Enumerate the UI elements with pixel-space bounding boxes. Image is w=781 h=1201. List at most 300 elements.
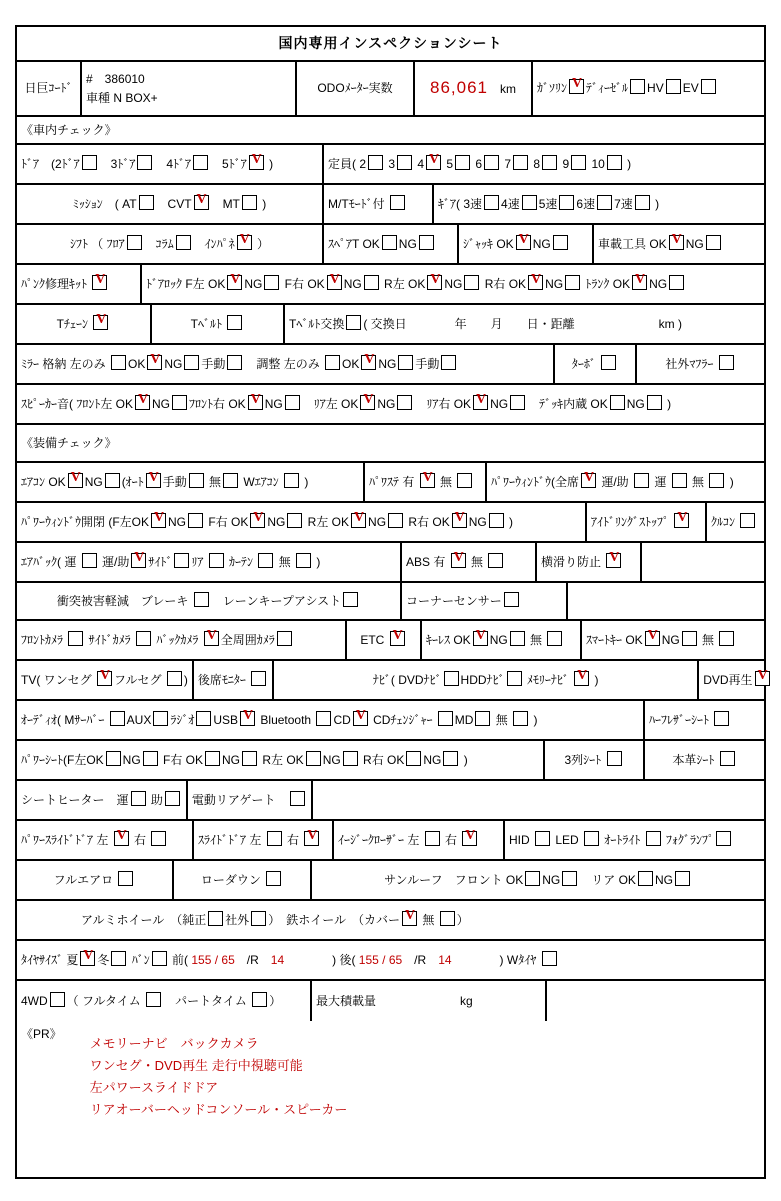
checkbox-unchecked[interactable]	[510, 395, 525, 410]
checkbox-unchecked[interactable]	[346, 315, 361, 330]
lowdown-cell	[174, 861, 312, 899]
checkbox-checked[interactable]	[632, 271, 647, 290]
checkbox-unchecked[interactable]	[634, 473, 649, 488]
label: 運/助	[98, 554, 130, 569]
cell-content	[665, 355, 735, 374]
cell-content	[438, 195, 659, 214]
cell-content	[21, 751, 468, 770]
checkbox-checked[interactable]	[80, 947, 95, 966]
checkbox-checked[interactable]	[68, 469, 83, 488]
label: MT	[210, 196, 240, 211]
cell-content	[54, 871, 136, 890]
pr-section	[17, 1021, 764, 1177]
checkbox-unchecked[interactable]	[209, 553, 224, 568]
check-icon: V	[476, 391, 487, 407]
checkbox-unchecked[interactable]	[242, 195, 257, 210]
label: R右 OK	[359, 752, 405, 767]
checkbox-checked[interactable]	[248, 391, 263, 410]
label: 右	[441, 832, 461, 847]
stock-number: # 386010	[86, 71, 145, 86]
checkbox-unchecked[interactable]	[646, 831, 661, 846]
odometer-value: 86,061	[430, 78, 488, 98]
power-window-cell	[487, 463, 764, 501]
checkbox-unchecked[interactable]	[444, 671, 459, 686]
label: ﾀｲﾔｻｲｽﾞ 夏	[21, 952, 79, 967]
checkbox-checked[interactable]	[353, 707, 368, 726]
checkbox-checked[interactable]	[473, 627, 488, 646]
pr-label: 《PR》	[21, 1027, 62, 1041]
checkbox-unchecked[interactable]	[672, 473, 687, 488]
checkbox-unchecked[interactable]	[165, 791, 180, 806]
powerseat-cell	[17, 741, 545, 779]
checkbox-checked[interactable]	[645, 627, 660, 646]
checkbox-checked[interactable]	[574, 667, 589, 686]
easy-closer-cell	[334, 821, 505, 859]
checkbox-checked[interactable]	[194, 191, 209, 210]
label: ﾌｫｸﾞﾗﾝﾌﾟ	[662, 832, 715, 847]
checkbox-checked[interactable]	[135, 391, 150, 410]
label: 無	[275, 554, 295, 569]
checkbox-unchecked[interactable]	[559, 195, 574, 210]
checkbox-unchecked[interactable]	[223, 473, 238, 488]
label: )	[663, 396, 672, 411]
checkbox-unchecked[interactable]	[143, 751, 158, 766]
checkbox-unchecked[interactable]	[719, 631, 734, 646]
seat-heater-cell	[17, 781, 188, 819]
label: 無	[419, 912, 438, 927]
checkbox-unchecked[interactable]	[720, 751, 735, 766]
row-aircon	[17, 463, 764, 503]
label: 助	[147, 792, 163, 807]
row-puncture-doorlock	[17, 265, 764, 305]
label: ﾘｱ右 OK	[414, 396, 472, 411]
checkbox-unchecked[interactable]	[455, 155, 470, 170]
checkbox-unchecked[interactable]	[706, 235, 721, 250]
checkbox-unchecked[interactable]	[208, 911, 223, 926]
checkbox-checked[interactable]	[204, 627, 219, 646]
checkbox-unchecked[interactable]	[290, 791, 305, 806]
label: Tﾁｪｰﾝ	[56, 316, 92, 331]
checkbox-unchecked[interactable]	[488, 553, 503, 568]
checkbox-checked[interactable]	[426, 151, 441, 170]
checkbox-unchecked[interactable]	[562, 871, 577, 886]
tv-cell	[17, 661, 194, 699]
checkbox-checked[interactable]	[92, 271, 107, 290]
check-icon: V	[153, 509, 165, 525]
tire-size-cell	[17, 941, 764, 979]
label: ｲﾝﾊﾟﾈ	[192, 236, 235, 251]
check-icon: V	[206, 627, 217, 643]
label: NG	[168, 514, 186, 529]
checkbox-unchecked[interactable]	[440, 911, 455, 926]
label: 調整 左のみ	[244, 356, 324, 371]
checkbox-unchecked[interactable]	[188, 513, 203, 528]
checkbox-unchecked[interactable]	[146, 992, 161, 1007]
label: ﾊﾟﾜｰｼｰﾄ(F左OK	[21, 752, 104, 767]
checkbox-unchecked[interactable]	[547, 631, 562, 646]
checkbox-checked[interactable]	[351, 509, 366, 528]
half-leather-cell	[645, 701, 764, 739]
label: ﾃﾞｨｰｾﾞﾙ	[586, 81, 629, 96]
checkbox-unchecked[interactable]	[266, 871, 281, 886]
check-icon: V	[677, 509, 688, 525]
checkbox-checked[interactable]	[755, 667, 770, 686]
checkbox-unchecked[interactable]	[397, 395, 412, 410]
audio-cell	[17, 701, 645, 739]
checkbox-unchecked[interactable]	[484, 155, 499, 170]
label: ｵｰﾃﾞｨｵ( Mｻｰﾊﾞｰ	[21, 712, 108, 727]
checkbox-checked[interactable]	[451, 549, 466, 568]
checkbox-checked[interactable]	[227, 271, 242, 290]
checkbox-unchecked[interactable]	[50, 992, 65, 1007]
checkbox-unchecked[interactable]	[425, 831, 440, 846]
checkbox-unchecked[interactable]	[716, 831, 731, 846]
checkbox-unchecked[interactable]	[258, 553, 273, 568]
checkbox-unchecked[interactable]	[316, 711, 331, 726]
checkbox-unchecked[interactable]	[635, 195, 650, 210]
label: ｽﾋﾟｰｶｰ音( ﾌﾛﾝﾄ左 OK	[21, 396, 134, 411]
checkbox-unchecked[interactable]	[457, 473, 472, 488]
row-tire	[17, 941, 764, 981]
checkbox-checked[interactable]	[114, 827, 129, 846]
checkbox-unchecked[interactable]	[325, 355, 340, 370]
checkbox-unchecked[interactable]	[647, 395, 662, 410]
checkbox-checked[interactable]	[473, 391, 488, 410]
label: NG	[398, 236, 417, 251]
label: HV	[647, 81, 664, 96]
checkbox-checked[interactable]	[427, 271, 442, 290]
label: NG	[267, 514, 286, 529]
pr-line: ワンセグ・DVD再生 走行中視聴可能	[89, 1058, 303, 1073]
checkbox-checked[interactable]	[581, 469, 596, 488]
checkbox-checked[interactable]	[304, 827, 319, 846]
checkbox-unchecked[interactable]	[607, 155, 622, 170]
checkbox-unchecked[interactable]	[131, 791, 146, 806]
checkbox-unchecked[interactable]	[111, 951, 126, 966]
label: 8	[530, 156, 541, 171]
checkbox-unchecked[interactable]	[510, 631, 525, 646]
checkbox-unchecked[interactable]	[227, 355, 242, 370]
checkbox-checked[interactable]	[361, 351, 376, 370]
checkbox-unchecked[interactable]	[484, 195, 499, 210]
checkbox-unchecked[interactable]	[277, 631, 292, 646]
label: CD	[333, 712, 351, 727]
label: EV	[682, 81, 699, 96]
checkbox-checked[interactable]	[360, 391, 375, 410]
checkbox-unchecked[interactable]	[397, 155, 412, 170]
checkbox-unchecked[interactable]	[205, 751, 220, 766]
checkbox-unchecked[interactable]	[189, 473, 204, 488]
label: F右 OK	[205, 514, 249, 529]
checkbox-unchecked[interactable]	[406, 751, 421, 766]
checkbox-unchecked[interactable]	[105, 473, 120, 488]
checkbox-checked[interactable]	[462, 827, 477, 846]
checkbox-unchecked[interactable]	[441, 355, 456, 370]
checkbox-unchecked[interactable]	[111, 355, 126, 370]
checkbox-unchecked[interactable]	[398, 355, 413, 370]
cell-content	[21, 992, 281, 1011]
checkbox-unchecked[interactable]	[68, 631, 83, 646]
checkbox-checked[interactable]	[452, 509, 467, 528]
label: F右 OK	[281, 276, 325, 291]
label: 無	[492, 712, 512, 727]
checkbox-checked[interactable]	[327, 271, 342, 290]
checkbox-unchecked[interactable]	[513, 155, 528, 170]
label: )	[505, 514, 514, 529]
checkbox-unchecked[interactable]	[306, 751, 321, 766]
section-equipment	[17, 425, 764, 463]
checkbox-unchecked[interactable]	[242, 751, 257, 766]
label: 5	[443, 156, 454, 171]
checkbox-checked[interactable]	[390, 627, 405, 646]
checkbox-checked[interactable]	[420, 469, 435, 488]
label: サンルーフ フロント OK	[384, 872, 524, 887]
label: ﾊﾟﾜｰｳｨﾝﾄﾞｳ(全席	[491, 474, 579, 489]
checkbox-unchecked[interactable]	[443, 751, 458, 766]
checkbox-unchecked[interactable]	[137, 155, 152, 170]
cell-content	[198, 671, 268, 690]
checkbox-unchecked[interactable]	[136, 631, 151, 646]
checkbox-unchecked[interactable]	[285, 395, 300, 410]
checkbox-checked[interactable]	[402, 907, 417, 926]
label: ﾊﾞｯｸｶﾒﾗ	[153, 632, 202, 647]
checkbox-unchecked[interactable]	[127, 235, 142, 250]
checkbox-unchecked[interactable]	[565, 275, 580, 290]
checkbox-unchecked[interactable]	[82, 553, 97, 568]
checkbox-unchecked[interactable]	[542, 951, 557, 966]
checkbox-unchecked[interactable]	[388, 513, 403, 528]
checkbox-unchecked[interactable]	[682, 631, 697, 646]
checkbox-unchecked[interactable]	[251, 911, 266, 926]
label: ( 交換日 年 月 日・距離 km )	[363, 316, 683, 331]
cell-content	[56, 311, 111, 334]
checkbox-unchecked[interactable]	[522, 195, 537, 210]
checkbox-unchecked[interactable]	[607, 751, 622, 766]
checkbox-checked[interactable]	[240, 707, 255, 726]
label: NG	[244, 276, 263, 291]
checkbox-unchecked[interactable]	[419, 235, 434, 250]
checkbox-unchecked[interactable]	[719, 355, 734, 370]
checkbox-unchecked[interactable]	[390, 195, 405, 210]
checkbox-unchecked[interactable]	[196, 711, 211, 726]
label: ﾌﾛﾝﾄｶﾒﾗ	[21, 632, 67, 647]
checkbox-unchecked[interactable]	[584, 831, 599, 846]
odo-value-cell	[415, 62, 533, 115]
checkbox-unchecked[interactable]	[139, 195, 154, 210]
checkbox-unchecked[interactable]	[513, 711, 528, 726]
check-icon: V	[609, 549, 620, 565]
label: ﾊﾟﾜｰｽﾗｲﾄﾞﾄﾞｱ 左	[21, 832, 112, 847]
label: ｷｰﾚｽ OK	[426, 632, 471, 647]
checkbox-unchecked[interactable]	[714, 711, 729, 726]
dealer-code-cell	[17, 62, 82, 115]
row-speaker	[17, 385, 764, 425]
tire-front-rim: 14	[270, 952, 285, 967]
sunroof-cell	[312, 861, 764, 899]
checkbox-checked[interactable]	[669, 231, 684, 250]
camera-cell	[17, 621, 347, 659]
checkbox-checked[interactable]	[146, 469, 161, 488]
rear-monitor-cell	[194, 661, 274, 699]
row-timing	[17, 305, 764, 345]
tire-rear-rim: 14	[438, 952, 452, 967]
label: 4WD	[21, 993, 48, 1008]
checkbox-checked[interactable]	[151, 509, 166, 528]
checkbox-unchecked[interactable]	[507, 671, 522, 686]
checkbox-checked[interactable]	[131, 549, 146, 568]
label: 後席ﾓﾆﾀｰ	[197, 672, 250, 687]
checkbox-unchecked[interactable]	[571, 155, 586, 170]
checkbox-unchecked[interactable]	[364, 275, 379, 290]
checkbox-unchecked[interactable]	[184, 355, 199, 370]
checkbox-unchecked[interactable]	[597, 195, 612, 210]
label: 無	[205, 474, 222, 489]
checkbox-unchecked[interactable]	[438, 711, 453, 726]
abs-cell	[402, 543, 537, 581]
cell-content	[338, 827, 479, 850]
checkbox-checked[interactable]	[97, 667, 112, 686]
check-icon: V	[454, 509, 465, 525]
label: ｲｰｼﾞｰｸﾛｰｻﾞｰ 左	[338, 832, 423, 847]
checkbox-unchecked[interactable]	[176, 235, 191, 250]
checkbox-unchecked[interactable]	[610, 395, 625, 410]
checkbox-unchecked[interactable]	[153, 711, 168, 726]
cell-content	[509, 831, 733, 850]
label: NG	[322, 752, 341, 767]
label: ﾗｼﾞｵ	[170, 712, 195, 727]
label: 7速	[614, 196, 633, 211]
label: 全周囲ｶﾒﾗ	[220, 632, 275, 647]
navi-cell	[274, 661, 699, 699]
cell-content	[703, 667, 771, 690]
cell-content	[192, 791, 307, 810]
label: ｵｰﾄﾗｲﾄ	[601, 832, 644, 847]
checkbox-unchecked[interactable]	[669, 275, 684, 290]
checkbox-unchecked[interactable]	[343, 751, 358, 766]
checkbox-unchecked[interactable]	[264, 275, 279, 290]
empty-cell	[568, 583, 764, 619]
check-icon: V	[518, 231, 529, 247]
cell-content	[21, 667, 188, 690]
checkbox-unchecked[interactable]	[504, 592, 519, 607]
cell-content	[146, 271, 686, 294]
label: ローダウン	[200, 872, 265, 887]
checkbox-unchecked[interactable]	[287, 513, 302, 528]
check-icon: V	[251, 151, 262, 167]
checkbox-checked[interactable]	[250, 509, 265, 528]
checkbox-unchecked[interactable]	[701, 79, 716, 94]
label: ｴｱｺﾝ OK	[21, 474, 66, 489]
checkbox-checked[interactable]	[93, 311, 108, 330]
checkbox-unchecked[interactable]	[464, 275, 479, 290]
checkbox-unchecked[interactable]	[542, 155, 557, 170]
label: )	[726, 474, 734, 489]
label: Bluetooth	[257, 712, 315, 727]
checkbox-checked[interactable]	[528, 271, 543, 290]
checkbox-unchecked[interactable]	[251, 671, 266, 686]
checkbox-unchecked[interactable]	[535, 831, 550, 846]
airbag-cell	[17, 543, 402, 581]
checkbox-checked[interactable]	[237, 231, 252, 250]
cell-content	[21, 791, 182, 810]
checkbox-unchecked[interactable]	[82, 155, 97, 170]
checkbox-unchecked[interactable]	[106, 751, 121, 766]
checkbox-unchecked[interactable]	[172, 395, 187, 410]
checkbox-unchecked[interactable]	[709, 473, 724, 488]
label: NG	[152, 396, 171, 411]
checkbox-unchecked[interactable]	[675, 871, 690, 886]
checkbox-unchecked[interactable]	[118, 871, 133, 886]
label: ﾌﾛﾝﾄ右 OK	[189, 396, 246, 411]
cell-content	[21, 509, 514, 532]
check-icon: V	[243, 707, 254, 723]
label: F右 OK	[159, 752, 204, 767]
label: NG	[377, 396, 396, 411]
check-icon: V	[196, 191, 207, 207]
label: )	[313, 554, 321, 569]
checkbox-unchecked[interactable]	[666, 79, 681, 94]
checkbox-unchecked[interactable]	[252, 992, 267, 1007]
check-icon: V	[422, 469, 433, 485]
checkbox-unchecked[interactable]	[284, 473, 299, 488]
checkbox-unchecked[interactable]	[601, 355, 616, 370]
checkbox-unchecked[interactable]	[489, 513, 504, 528]
cruise-control-cell	[707, 503, 764, 541]
checkbox-checked[interactable]	[147, 351, 162, 370]
label: NG	[378, 356, 397, 371]
checkbox-checked[interactable]	[674, 509, 689, 528]
checkbox-unchecked[interactable]	[630, 79, 645, 94]
check-icon: V	[577, 667, 588, 683]
checkbox-checked[interactable]	[249, 151, 264, 170]
label: )	[530, 712, 538, 727]
row-collision	[17, 583, 764, 621]
checkbox-checked[interactable]	[606, 549, 621, 568]
check-icon: V	[253, 509, 264, 525]
checkbox-unchecked[interactable]	[152, 951, 167, 966]
checkbox-unchecked[interactable]	[296, 553, 311, 568]
checkbox-unchecked[interactable]	[194, 592, 209, 607]
checkbox-unchecked[interactable]	[174, 553, 189, 568]
checkbox-unchecked[interactable]	[382, 235, 397, 250]
checkbox-unchecked[interactable]	[167, 671, 182, 686]
checkbox-unchecked[interactable]	[267, 831, 282, 846]
checkbox-unchecked[interactable]	[368, 155, 383, 170]
checkbox-unchecked[interactable]	[193, 155, 208, 170]
third-row-seat-cell	[545, 741, 645, 779]
label: ODOﾒｰﾀｰ実数	[317, 81, 393, 96]
label: NG	[654, 872, 673, 887]
checkbox-unchecked[interactable]	[227, 315, 242, 330]
checkbox-unchecked[interactable]	[525, 871, 540, 886]
checkbox-checked[interactable]	[516, 231, 531, 250]
page-title-text: 国内専用インスペクションシート	[278, 34, 503, 51]
checkbox-unchecked[interactable]	[553, 235, 568, 250]
label: ﾐﾗｰ 格納 左のみ	[21, 356, 110, 371]
checkbox-unchecked[interactable]	[638, 871, 653, 886]
checkbox-checked[interactable]	[569, 76, 584, 94]
checkbox-unchecked[interactable]	[343, 592, 358, 607]
checkbox-unchecked[interactable]	[110, 711, 125, 726]
jack-cell	[459, 225, 594, 263]
checkbox-unchecked[interactable]	[475, 711, 490, 726]
label: OK	[128, 356, 146, 371]
checkbox-unchecked[interactable]	[740, 513, 755, 528]
check-icon: V	[363, 391, 374, 407]
label: ｽﾍﾟｱT OK	[328, 236, 380, 251]
label: NG	[649, 276, 668, 291]
checkbox-unchecked[interactable]	[151, 831, 166, 846]
